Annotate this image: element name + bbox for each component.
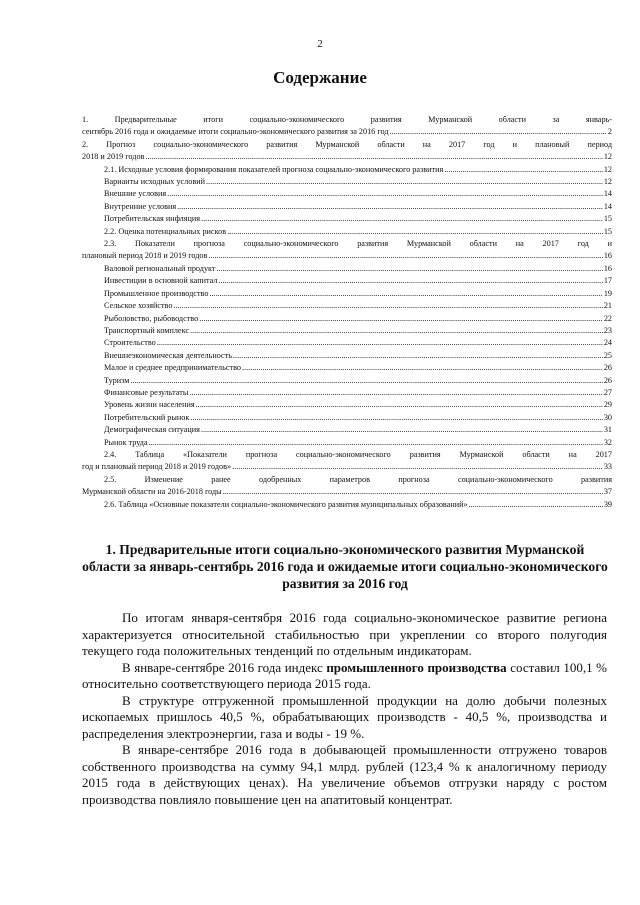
toc-leader-dots bbox=[130, 375, 602, 387]
toc-entry[interactable] bbox=[82, 201, 612, 213]
toc-entry[interactable] bbox=[82, 325, 612, 337]
toc-entry-text: 1. Предварительные итоги социально-экономического развития Мурманской области за январь- bbox=[82, 115, 612, 124]
toc-page-number: 12 bbox=[603, 177, 612, 187]
toc-entry[interactable] bbox=[82, 424, 612, 436]
toc-leader-dots bbox=[469, 499, 603, 511]
toc-page-number: 23 bbox=[603, 325, 612, 335]
toc-leader-dots bbox=[227, 226, 603, 238]
toc-entry[interactable] bbox=[82, 337, 612, 349]
toc-page-number: 26 bbox=[603, 363, 612, 373]
toc-leader-dots bbox=[201, 213, 603, 225]
toc-leader-dots bbox=[199, 313, 603, 325]
toc-leader-dots bbox=[444, 164, 603, 176]
toc-leader-dots bbox=[201, 424, 603, 436]
toc-entry[interactable] bbox=[82, 350, 612, 362]
toc-entry-text: Строительство bbox=[104, 338, 156, 348]
toc-leader-dots bbox=[208, 250, 602, 262]
toc-page-number: 31 bbox=[603, 425, 612, 435]
toc-entry-text: Транспортный комплекс bbox=[104, 325, 189, 335]
toc-entry[interactable] bbox=[82, 275, 612, 287]
toc-leader-dots bbox=[233, 350, 603, 362]
toc-page-number: 25 bbox=[603, 350, 612, 360]
toc-entry[interactable] bbox=[82, 362, 612, 374]
toc-leader-dots bbox=[209, 288, 602, 300]
toc-entry-text: Мурманской области на 2016-2018 годы bbox=[82, 487, 222, 497]
toc-page-number: 37 bbox=[603, 487, 612, 497]
toc-page-number: 30 bbox=[603, 412, 612, 422]
toc-leader-dots bbox=[173, 300, 602, 312]
paragraph: В структуре отгруженной промышленной продукции на долю добычи полезных ископаемых пришлось 40,5 %, обрабатывающих производств - 40,5 %, производства и распределения электроэнергии, газа и воды - 19 %. bbox=[82, 692, 607, 741]
toc-entry-text: Финансовые результаты bbox=[104, 387, 189, 397]
toc-entry-text: Демографическая ситуация bbox=[104, 425, 200, 435]
toc-entry-text: Промышленное производство bbox=[104, 288, 209, 298]
toc-entry[interactable] bbox=[82, 399, 612, 411]
toc-leader-dots bbox=[157, 337, 603, 349]
toc-entry-text: 2.1. Исходные условия формирования показателей прогноза социально-экономического развития bbox=[104, 164, 444, 174]
toc-page-number: 14 bbox=[603, 201, 612, 211]
toc-entry-text: Малое и среднее предпринимательство bbox=[104, 363, 241, 373]
toc-entry[interactable] bbox=[82, 375, 612, 387]
toc-leader-dots bbox=[217, 263, 603, 275]
toc-entry-text: 2.6. Таблица «Основные показатели социально-экономического развития муниципальных образований» bbox=[104, 499, 468, 509]
toc-entry-text: Рыболовство, рыбоводство bbox=[104, 313, 199, 323]
toc-entry-text: год и плановый период 2018 и 2019 годов» bbox=[82, 462, 232, 472]
toc-entry-text: плановый период 2018 и 2019 годов bbox=[82, 251, 208, 261]
toc-entry[interactable] bbox=[82, 412, 612, 424]
paragraph bbox=[82, 660, 607, 693]
toc-page-number: 24 bbox=[603, 338, 612, 348]
toc-entry-text: 2.2. Оценка потенциальных рисков bbox=[104, 226, 227, 236]
toc-entry-text: Внутренние условия bbox=[104, 201, 177, 211]
toc-entry[interactable] bbox=[82, 387, 612, 399]
toc-page-number: 2 bbox=[607, 127, 612, 137]
toc-title: Содержание bbox=[273, 68, 367, 87]
toc-page-number: 19 bbox=[603, 288, 612, 298]
toc-leader-dots bbox=[223, 486, 603, 498]
toc-leader-dots bbox=[242, 362, 603, 374]
toc-entry[interactable] bbox=[82, 139, 612, 164]
toc-entry[interactable] bbox=[82, 474, 612, 499]
toc-page-number: 14 bbox=[603, 189, 612, 199]
toc-entry[interactable] bbox=[82, 213, 612, 225]
toc-page-number: 26 bbox=[603, 375, 612, 385]
toc-entry-text: 2.5. Изменение ранее одобренных параметров прогноза социально-экономического развития bbox=[104, 474, 612, 484]
paragraph-text: В январе-сентябре 2016 года индекс bbox=[122, 659, 327, 675]
table-of-contents bbox=[82, 114, 612, 511]
toc-entry[interactable] bbox=[82, 449, 612, 474]
toc-entry[interactable] bbox=[82, 263, 612, 275]
toc-entry-text: 2018 и 2019 годов bbox=[82, 152, 145, 162]
toc-page-number: 21 bbox=[603, 301, 612, 311]
toc-entry[interactable] bbox=[82, 437, 612, 449]
toc-page-number: 33 bbox=[603, 462, 612, 472]
paragraph-text: составил 100,1 % относительно соответствующего периода 2015 года. bbox=[82, 659, 607, 691]
toc-entry-text: Туризм bbox=[104, 375, 130, 385]
section-body bbox=[82, 610, 607, 808]
toc-entry-text: 2.4. Таблица «Показатели прогноза социально-экономического развития Мурманской области на 2017 bbox=[104, 449, 612, 459]
toc-entry[interactable] bbox=[82, 499, 612, 511]
toc-leader-dots bbox=[177, 201, 603, 213]
toc-leader-dots bbox=[145, 151, 602, 163]
toc-entry-text: Уровень жизни населения bbox=[104, 400, 195, 410]
toc-entry[interactable] bbox=[82, 288, 612, 300]
section-heading: 1. Предварительные итоги социально-экономического развития Мурманской области за январь-сентябрь 2016 года и ожидаемые итоги социально-экономического развития за 2016 год bbox=[82, 542, 608, 591]
toc-leader-dots bbox=[232, 461, 603, 473]
toc-page-number: 27 bbox=[603, 387, 612, 397]
toc-leader-dots bbox=[206, 176, 603, 188]
toc-entry-text: Внешнеэкономическая деятельность bbox=[104, 350, 232, 360]
toc-entry[interactable] bbox=[82, 114, 612, 139]
page-number: 2 bbox=[317, 38, 323, 50]
toc-leader-dots bbox=[149, 437, 603, 449]
toc-entry-text: Рынок труда bbox=[104, 437, 148, 447]
toc-page-number: 39 bbox=[603, 499, 612, 509]
toc-entry-text: Инвестиции в основной капитал bbox=[104, 276, 218, 286]
toc-page-number: 16 bbox=[603, 251, 612, 261]
toc-entry-text: Сельское хозяйство bbox=[104, 301, 173, 311]
toc-entry-text: сентябрь 2016 года и ожидаемые итоги социально-экономического развития за 2016 год bbox=[82, 127, 389, 137]
toc-leader-dots bbox=[390, 126, 607, 138]
toc-page-number: 22 bbox=[603, 313, 612, 323]
toc-entry[interactable] bbox=[82, 313, 612, 325]
toc-page-number: 17 bbox=[603, 276, 612, 286]
toc-leader-dots bbox=[167, 188, 603, 200]
toc-entry[interactable] bbox=[82, 238, 612, 263]
toc-entry[interactable] bbox=[82, 226, 612, 238]
toc-leader-dots bbox=[218, 275, 602, 287]
paragraph: В январе-сентябре 2016 года в добывающей промышленности отгружено товаров собственного производства на сумму 94,1 млрд. рублей (123,4 % к аналогичному периоду 2015 года в действующих ценах). На увеличение объемов отгрузки наряду с ростом производства повлияло повышение цен на апатитовый концентрат. bbox=[82, 742, 607, 807]
toc-leader-dots bbox=[190, 412, 602, 424]
toc-page-number: 32 bbox=[603, 437, 612, 447]
toc-page-number: 16 bbox=[603, 263, 612, 273]
toc-entry-text: 2.3. Показатели прогноза социально-экономического развития Мурманской области на 2017 год и bbox=[104, 239, 612, 249]
toc-page-number: 15 bbox=[603, 226, 612, 236]
toc-entry[interactable] bbox=[82, 176, 612, 188]
toc-entry-text: Потребительская инфляция bbox=[104, 214, 201, 224]
toc-entry[interactable] bbox=[82, 164, 612, 176]
toc-leader-dots bbox=[189, 387, 602, 399]
toc-entry-text: 2. Прогноз социально-экономического развития Мурманской области на 2017 год и плановый период bbox=[82, 139, 612, 149]
toc-page-number: 29 bbox=[603, 400, 612, 410]
toc-entry-text: Варианты исходных условий bbox=[104, 177, 205, 187]
toc-entry-text: Потребительский рынок bbox=[104, 412, 190, 422]
toc-leader-dots bbox=[190, 325, 603, 337]
toc-entry[interactable] bbox=[82, 300, 612, 312]
paragraph-emphasis: промышленного производства bbox=[326, 659, 507, 675]
toc-entry[interactable] bbox=[82, 188, 612, 200]
toc-page-number: 15 bbox=[603, 214, 612, 224]
toc-entry-text: Валовой региональный продукт bbox=[104, 263, 216, 273]
toc-page-number: 12 bbox=[603, 164, 612, 174]
paragraph: По итогам января-сентября 2016 года социально-экономическое развитие региона характеризуется относительной стабильностью при укреплении со второго полугодия текущего года положительных тенденций по отдельным индикаторам. bbox=[82, 610, 607, 658]
toc-leader-dots bbox=[196, 399, 603, 411]
toc-entry-text: Внешние условия bbox=[104, 189, 167, 199]
toc-page-number: 12 bbox=[603, 152, 612, 162]
